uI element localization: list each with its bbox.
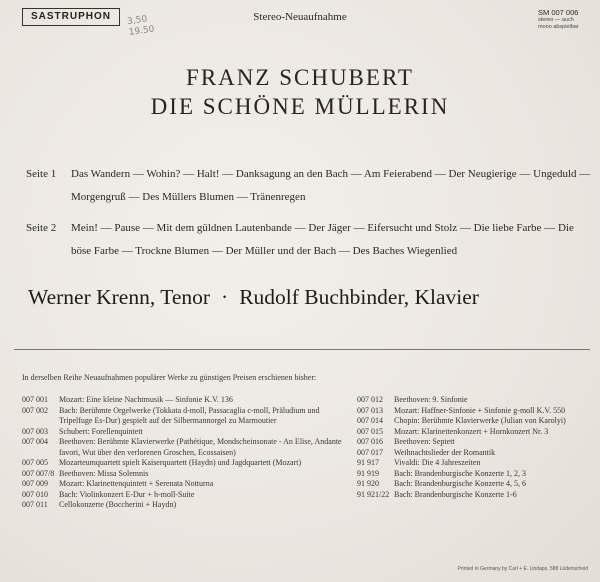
catalog-entry xyxy=(22,395,352,406)
catalog-code: 007 009 xyxy=(22,479,48,488)
side-tracks: Mein! — Pause — Mit dem güldnen Lautenbande — Der Jäger — Eifersucht und Stolz — Die liebe Farbe — Die böse Farbe — Trockne Blumen — Der Müller und der Bach — Des Baches Wiegenlied xyxy=(71,222,574,257)
series-intro: In derselben Reihe Neuaufnahmen populärer Werke zu günstigen Preisen erschienen bisher: xyxy=(22,373,317,382)
catalog-description: Bach: Brandenburgische Konzerte 1-6 xyxy=(394,489,517,499)
catalog-description: Bach: Brandenburgische Konzerte 1, 2, 3 xyxy=(394,468,527,478)
catalog-list-right xyxy=(357,395,592,500)
catalog-entry xyxy=(22,490,352,501)
catalog-code: 007 012 xyxy=(357,395,383,404)
side-label: Seite 2 xyxy=(26,222,57,234)
title-block xyxy=(0,63,600,121)
catalog-description: Mozart: Eine kleine Nachtmusik — Sinfonie K.V. 136 xyxy=(59,395,233,404)
catalog-entry xyxy=(357,490,592,501)
performers xyxy=(28,285,588,310)
performer-tenor: Werner Krenn, Tenor xyxy=(28,285,211,309)
catalog-code: 91 917 xyxy=(357,458,379,467)
catalog-description: Weihnachtslieder der Romantik xyxy=(394,447,496,457)
recording-type: Stereo-Neuaufnahme xyxy=(253,11,347,23)
composer-name: FRANZ SCHUBERT xyxy=(186,65,414,90)
catalog-entry xyxy=(22,469,352,480)
pencil-mark: 19.50 xyxy=(128,24,156,38)
catalog-code: 007 017 xyxy=(357,447,383,457)
catalog-description: Cellokonzerte (Boccherini + Haydn) xyxy=(59,500,177,509)
catalog-description: Chopin: Berühmte Klavierwerke (Julian von Karolyi) xyxy=(394,416,566,425)
catalog-code: 007 001 xyxy=(22,395,48,404)
catalog-entry xyxy=(357,406,592,417)
catalog-note: stereo — auch mono abspielbar xyxy=(538,17,579,30)
catalog-code: 91 921/22 xyxy=(357,489,390,499)
catalog-description: Bach: Brandenburgische Konzerte 4, 5, 6 xyxy=(394,479,527,488)
catalog-description: Mozart: Klarinettenquintett + Serenata Notturna xyxy=(59,479,214,488)
catalog-description: Mozart: Haffner-Sinfonie + Sinfonie g-moll K.V. 550 xyxy=(394,405,566,415)
catalog-entry xyxy=(22,437,352,458)
catalog-entry xyxy=(357,479,592,490)
catalog-description: Mozart: Klarinettenkonzert + Hornkonzert Nr. 3 xyxy=(394,426,549,436)
catalog-description: Mozarteumquartett spielt Kaiserquartett (Haydn) und Jagdquartett (Mozart) xyxy=(59,458,302,467)
catalog-entry xyxy=(357,448,592,459)
divider xyxy=(14,349,590,350)
catalog-info xyxy=(538,8,586,31)
side-label: Seite 1 xyxy=(26,168,57,180)
side-tracks: Das Wandern — Wohin? — Halt! — Danksagung an den Bach — Am Feierabend — Der Neugierige — Ungeduld — Morgengruß — Des Müllers Blumen — Tränenregen xyxy=(71,168,591,203)
catalog-code: 91 920 xyxy=(357,479,379,488)
catalog-code: 007 003 xyxy=(22,426,48,436)
performer-piano: Rudolf Buchbinder, Klavier xyxy=(239,285,479,309)
catalog-code: 007 004 xyxy=(22,437,48,446)
catalog-entry xyxy=(22,458,352,469)
printer-note: Printed in Germany by Carl + E. Lindaps, 588 Lüdenscheid xyxy=(457,566,588,572)
performer-separator: · xyxy=(221,285,229,309)
catalog-description: Beethoven: Missa Solemnis xyxy=(59,468,149,478)
catalog-entry xyxy=(22,500,352,511)
catalog-description: Bach: Violinkonzert E-Dur + h-moll-Suite xyxy=(59,489,195,499)
catalog-description: Schubert: Forellenquintett xyxy=(59,426,143,436)
catalog-code: 007 014 xyxy=(357,416,383,425)
catalog-description: Beethoven: Septett xyxy=(394,437,455,446)
catalog-list-left xyxy=(22,395,352,511)
catalog-entry xyxy=(22,479,352,490)
catalog-entry xyxy=(357,469,592,480)
catalog-entry xyxy=(357,427,592,438)
catalog-code: 007 005 xyxy=(22,458,48,467)
catalog-description: Vivaldi: Die 4 Jahreszeiten xyxy=(394,458,481,467)
catalog-code: 007 007/8 xyxy=(22,468,55,478)
catalog-code: 007 010 xyxy=(22,489,48,499)
catalog-code: 007 011 xyxy=(22,500,48,509)
catalog-code: 91 919 xyxy=(357,468,379,478)
catalog-description: Beethoven: Berühmte Klavierwerke (Pathétique, Mondscheinsonate - An Elise, Andante favori, Wut über den verlorenen Groschen, Ecossaisen) xyxy=(59,437,342,457)
catalog-code: 007 013 xyxy=(357,405,383,415)
catalog-description: Beethoven: 9. Sinfonie xyxy=(394,395,468,404)
catalog-entry xyxy=(357,458,592,469)
catalog-entry xyxy=(357,416,592,427)
catalog-code: 007 015 xyxy=(357,426,383,436)
catalog-code: 007 016 xyxy=(357,437,383,446)
work-title: DIE SCHÖNE MÜLLERIN xyxy=(150,94,450,119)
label-logo: SASTRUPHON xyxy=(22,8,120,26)
catalog-entry xyxy=(357,395,592,406)
catalog-description: Bach: Berühmte Orgelwerke (Tokkata d-moll, Passacaglia c-moll, Präludium und Tripelfuge Es-Dur) gespielt auf der Silbermannorgel zu Marmoutier xyxy=(59,405,320,425)
catalog-entry xyxy=(357,437,592,448)
pencil-mark: 3,50 xyxy=(126,14,148,28)
catalog-entry xyxy=(22,406,352,427)
catalog-entry xyxy=(22,427,352,438)
catalog-number: SM 007 006 xyxy=(538,8,579,17)
catalog-code: 007 002 xyxy=(22,405,48,415)
